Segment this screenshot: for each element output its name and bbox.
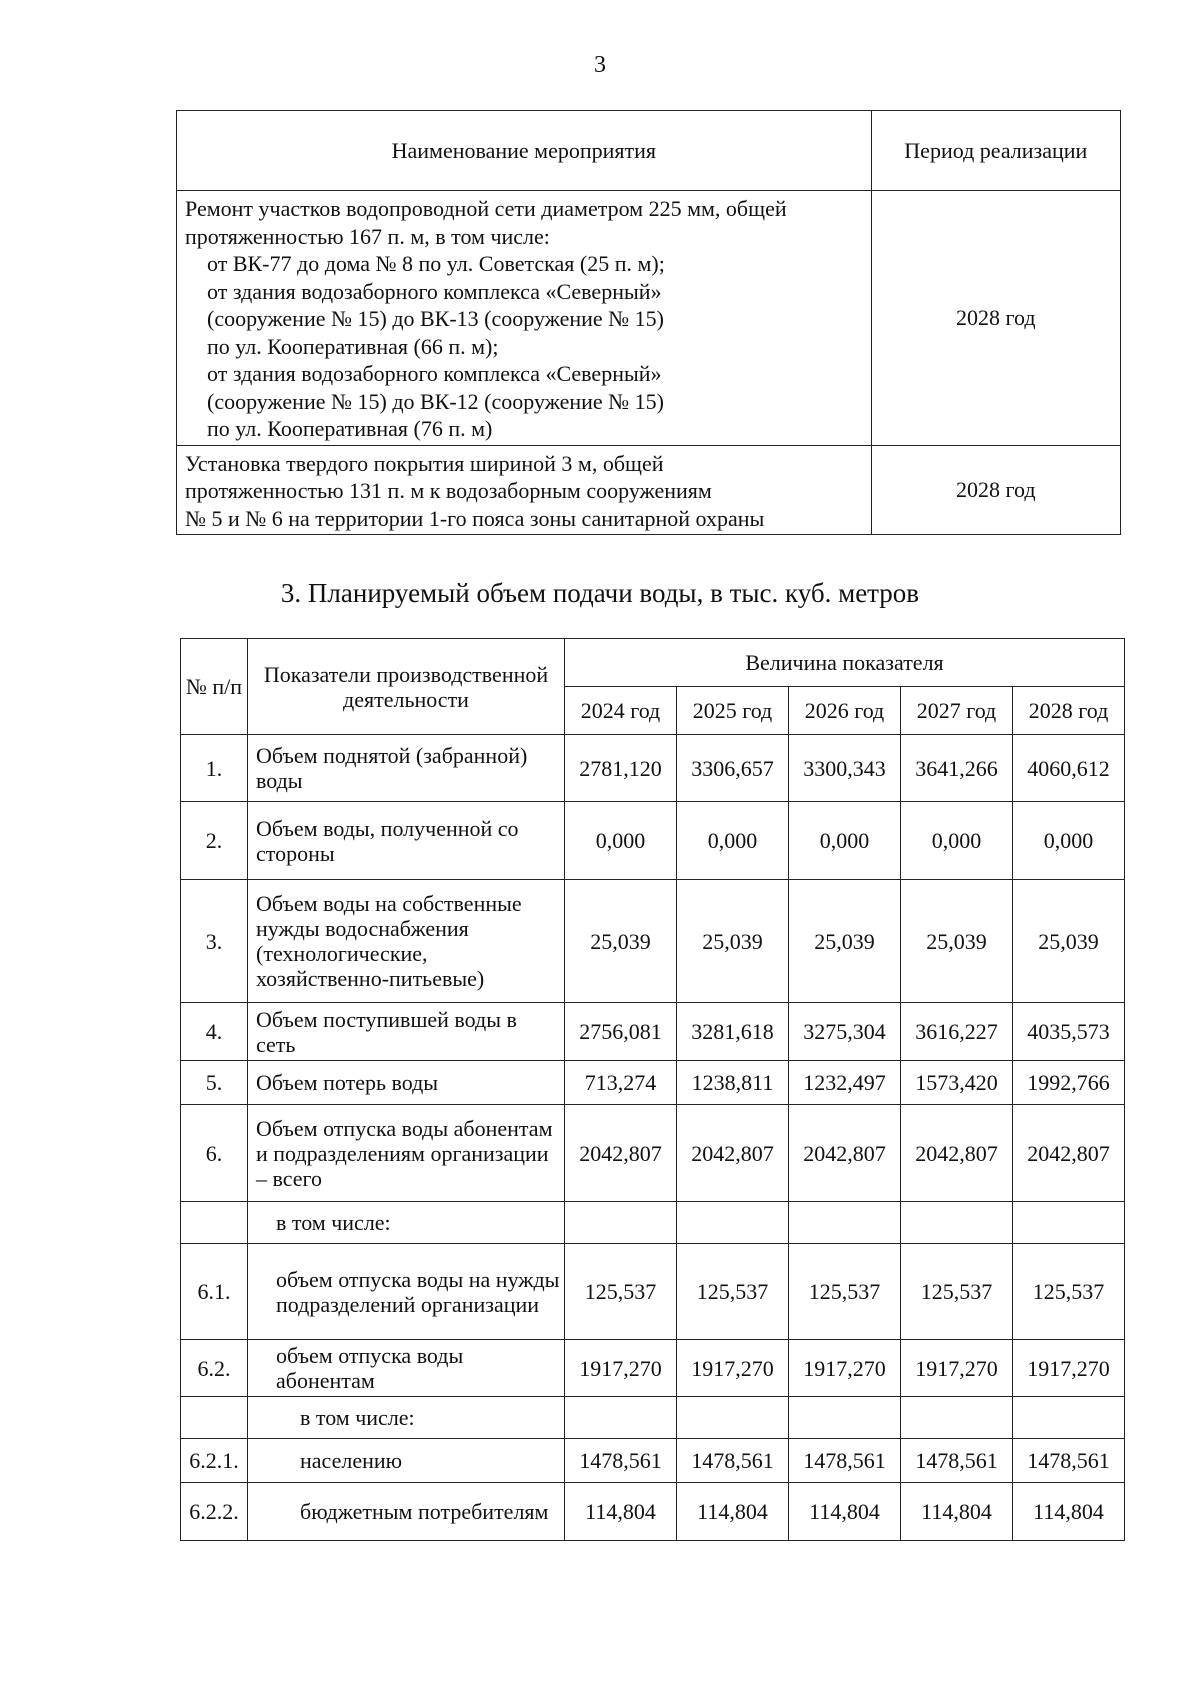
year-header: 2027 год xyxy=(901,687,1013,735)
value-cell: 3306,657 xyxy=(677,735,789,802)
value-cell: 2042,807 xyxy=(901,1105,1013,1202)
value-cell: 114,804 xyxy=(901,1483,1013,1541)
value-cell: 1478,561 xyxy=(901,1439,1013,1483)
indicator-label: Объем воды, полученной со стороны xyxy=(248,802,565,880)
table-row xyxy=(181,1439,1125,1483)
value-cell: 0,000 xyxy=(565,802,677,880)
activity-description xyxy=(177,445,872,535)
table-header-row xyxy=(181,639,1125,687)
value-cell: 1478,561 xyxy=(789,1439,901,1483)
value-cell: 25,039 xyxy=(789,880,901,1003)
row-number: 6.1. xyxy=(181,1244,248,1340)
value-cell: 125,537 xyxy=(789,1244,901,1340)
row-number xyxy=(181,1202,248,1244)
value-cell: 2042,807 xyxy=(565,1105,677,1202)
value-cell: 2042,807 xyxy=(1013,1105,1125,1202)
row-number: 4. xyxy=(181,1003,248,1061)
indicator-label: в том числе: xyxy=(248,1397,565,1439)
activity-line: от здания водозаборного комплекса «Северный» xyxy=(207,278,662,304)
value-cell: 2042,807 xyxy=(677,1105,789,1202)
value-cell: 3275,304 xyxy=(789,1003,901,1061)
value-cell: 4035,573 xyxy=(1013,1003,1125,1061)
row-number: 3. xyxy=(181,880,248,1003)
indicator-label: объем отпуска воды абонентам xyxy=(248,1340,565,1397)
value-cell xyxy=(789,1202,901,1244)
table-row xyxy=(181,1244,1125,1340)
value-cell xyxy=(901,1397,1013,1439)
row-number: 6.2.1. xyxy=(181,1439,248,1483)
value-cell: 1478,561 xyxy=(677,1439,789,1483)
row-number: 6. xyxy=(181,1105,248,1202)
activity-period: 2028 год xyxy=(871,445,1120,535)
value-cell: 1917,270 xyxy=(789,1340,901,1397)
value-cell: 1917,270 xyxy=(1013,1340,1125,1397)
table-row xyxy=(181,1397,1125,1439)
value-cell: 125,537 xyxy=(1013,1244,1125,1340)
table-row xyxy=(181,1483,1125,1541)
value-cell: 0,000 xyxy=(677,802,789,880)
activity-row xyxy=(177,191,1121,446)
value-cell: 25,039 xyxy=(1013,880,1125,1003)
value-cell: 25,039 xyxy=(901,880,1013,1003)
value-cell: 3300,343 xyxy=(789,735,901,802)
value-cell: 114,804 xyxy=(789,1483,901,1541)
row-number: 5. xyxy=(181,1061,248,1105)
value-group-header: Величина показателя xyxy=(565,639,1125,687)
value-cell: 2042,807 xyxy=(789,1105,901,1202)
year-header: 2025 год xyxy=(677,687,789,735)
value-cell xyxy=(1013,1397,1125,1439)
value-cell xyxy=(565,1397,677,1439)
value-cell: 0,000 xyxy=(789,802,901,880)
value-cell: 1478,561 xyxy=(565,1439,677,1483)
value-cell: 125,537 xyxy=(901,1244,1013,1340)
table-row xyxy=(181,1105,1125,1202)
indicator-label: в том числе: xyxy=(248,1202,565,1244)
indicator-label: Объем воды на собственные нужды водоснабжения (технологические, хозяйственно-питьевые) xyxy=(248,880,565,1003)
activity-row xyxy=(177,445,1121,535)
page-number: 3 xyxy=(594,52,606,78)
table-row xyxy=(181,735,1125,802)
value-cell: 4060,612 xyxy=(1013,735,1125,802)
year-header: 2026 год xyxy=(789,687,901,735)
indicator-header: Показатели производственной деятельности xyxy=(248,639,565,735)
value-cell xyxy=(677,1397,789,1439)
value-cell: 25,039 xyxy=(677,880,789,1003)
activity-line: протяженностью 167 п. м, в том числе: xyxy=(185,223,550,249)
activity-line: от ВК-77 до дома № 8 по ул. Советская (25 п. м); xyxy=(207,251,665,276)
row-number xyxy=(181,1397,248,1439)
value-cell: 713,274 xyxy=(565,1061,677,1105)
value-cell: 114,804 xyxy=(1013,1483,1125,1541)
activity-line: (сооружение № 15) до ВК-12 (сооружение № 15) xyxy=(207,388,664,414)
table-row xyxy=(181,1202,1125,1244)
row-number: 6.2. xyxy=(181,1340,248,1397)
table-row xyxy=(181,1340,1125,1397)
value-cell: 2756,081 xyxy=(565,1003,677,1061)
value-cell: 1573,420 xyxy=(901,1061,1013,1105)
activity-name-header: Наименование мероприятия xyxy=(177,111,872,191)
year-header: 2024 год xyxy=(565,687,677,735)
activity-line: по ул. Кооперативная (66 п. м); xyxy=(207,333,499,359)
indicator-label: Объем отпуска воды абонентам и подразделениям организации – всего xyxy=(248,1105,565,1202)
value-cell: 0,000 xyxy=(1013,802,1125,880)
indicator-label: объем отпуска воды на нужды подразделений организации xyxy=(248,1244,565,1340)
activity-line: по ул. Кооперативная (76 п. м) xyxy=(207,416,493,441)
value-cell: 3616,227 xyxy=(901,1003,1013,1061)
activities-table xyxy=(176,110,1121,535)
row-number: 1. xyxy=(181,735,248,802)
activity-line: (сооружение № 15) до ВК-13 (сооружение № 15) xyxy=(207,306,664,331)
activity-line: Установка твердого покрытия шириной 3 м, общей xyxy=(185,450,664,476)
value-cell: 25,039 xyxy=(565,880,677,1003)
value-cell: 1478,561 xyxy=(1013,1439,1125,1483)
value-cell: 125,537 xyxy=(565,1244,677,1340)
value-cell: 1238,811 xyxy=(677,1061,789,1105)
activity-line: № 5 и № 6 на территории 1-го пояса зоны санитарной охраны xyxy=(185,505,765,531)
indicator-label: бюджетным потребителям xyxy=(248,1483,565,1541)
value-cell: 114,804 xyxy=(565,1483,677,1541)
row-number: 6.2.2. xyxy=(181,1483,248,1541)
value-cell: 1232,497 xyxy=(789,1061,901,1105)
period-header: Период реализации xyxy=(871,111,1120,191)
activity-description xyxy=(177,191,872,446)
activities-header-row xyxy=(177,111,1121,191)
indicator-label: Объем потерь воды xyxy=(248,1061,565,1105)
value-cell: 114,804 xyxy=(677,1483,789,1541)
row-number-header: № п/п xyxy=(181,639,248,735)
indicator-label: населению xyxy=(248,1439,565,1483)
activity-line: Ремонт участков водопроводной сети диаметром 225 мм, общей xyxy=(185,196,787,221)
table-row xyxy=(181,1061,1125,1105)
table-row xyxy=(181,880,1125,1003)
indicator-label: Объем поднятой (забранной) воды xyxy=(248,735,565,802)
table-row xyxy=(181,1003,1125,1061)
value-cell: 2781,120 xyxy=(565,735,677,802)
value-cell xyxy=(901,1202,1013,1244)
value-cell: 125,537 xyxy=(677,1244,789,1340)
row-number: 2. xyxy=(181,802,248,880)
value-cell: 1917,270 xyxy=(565,1340,677,1397)
water-supply-table xyxy=(180,638,1125,1541)
table-row xyxy=(181,802,1125,880)
activity-period: 2028 год xyxy=(871,191,1120,446)
value-cell: 1917,270 xyxy=(901,1340,1013,1397)
value-cell xyxy=(565,1202,677,1244)
activity-line: протяженностью 131 п. м к водозаборным сооружениям xyxy=(185,478,712,503)
activity-line: от здания водозаборного комплекса «Северный» xyxy=(207,361,662,386)
value-cell: 1917,270 xyxy=(677,1340,789,1397)
indicator-label: Объем поступившей воды в сеть xyxy=(248,1003,565,1061)
value-cell xyxy=(1013,1202,1125,1244)
section-title: 3. Планируемый объем подачи воды, в тыс. куб. метров xyxy=(280,578,920,608)
value-cell xyxy=(677,1202,789,1244)
value-cell: 1992,766 xyxy=(1013,1061,1125,1105)
value-cell: 3641,266 xyxy=(901,735,1013,802)
value-cell xyxy=(789,1397,901,1439)
value-cell: 0,000 xyxy=(901,802,1013,880)
year-header: 2028 год xyxy=(1013,687,1125,735)
value-cell: 3281,618 xyxy=(677,1003,789,1061)
